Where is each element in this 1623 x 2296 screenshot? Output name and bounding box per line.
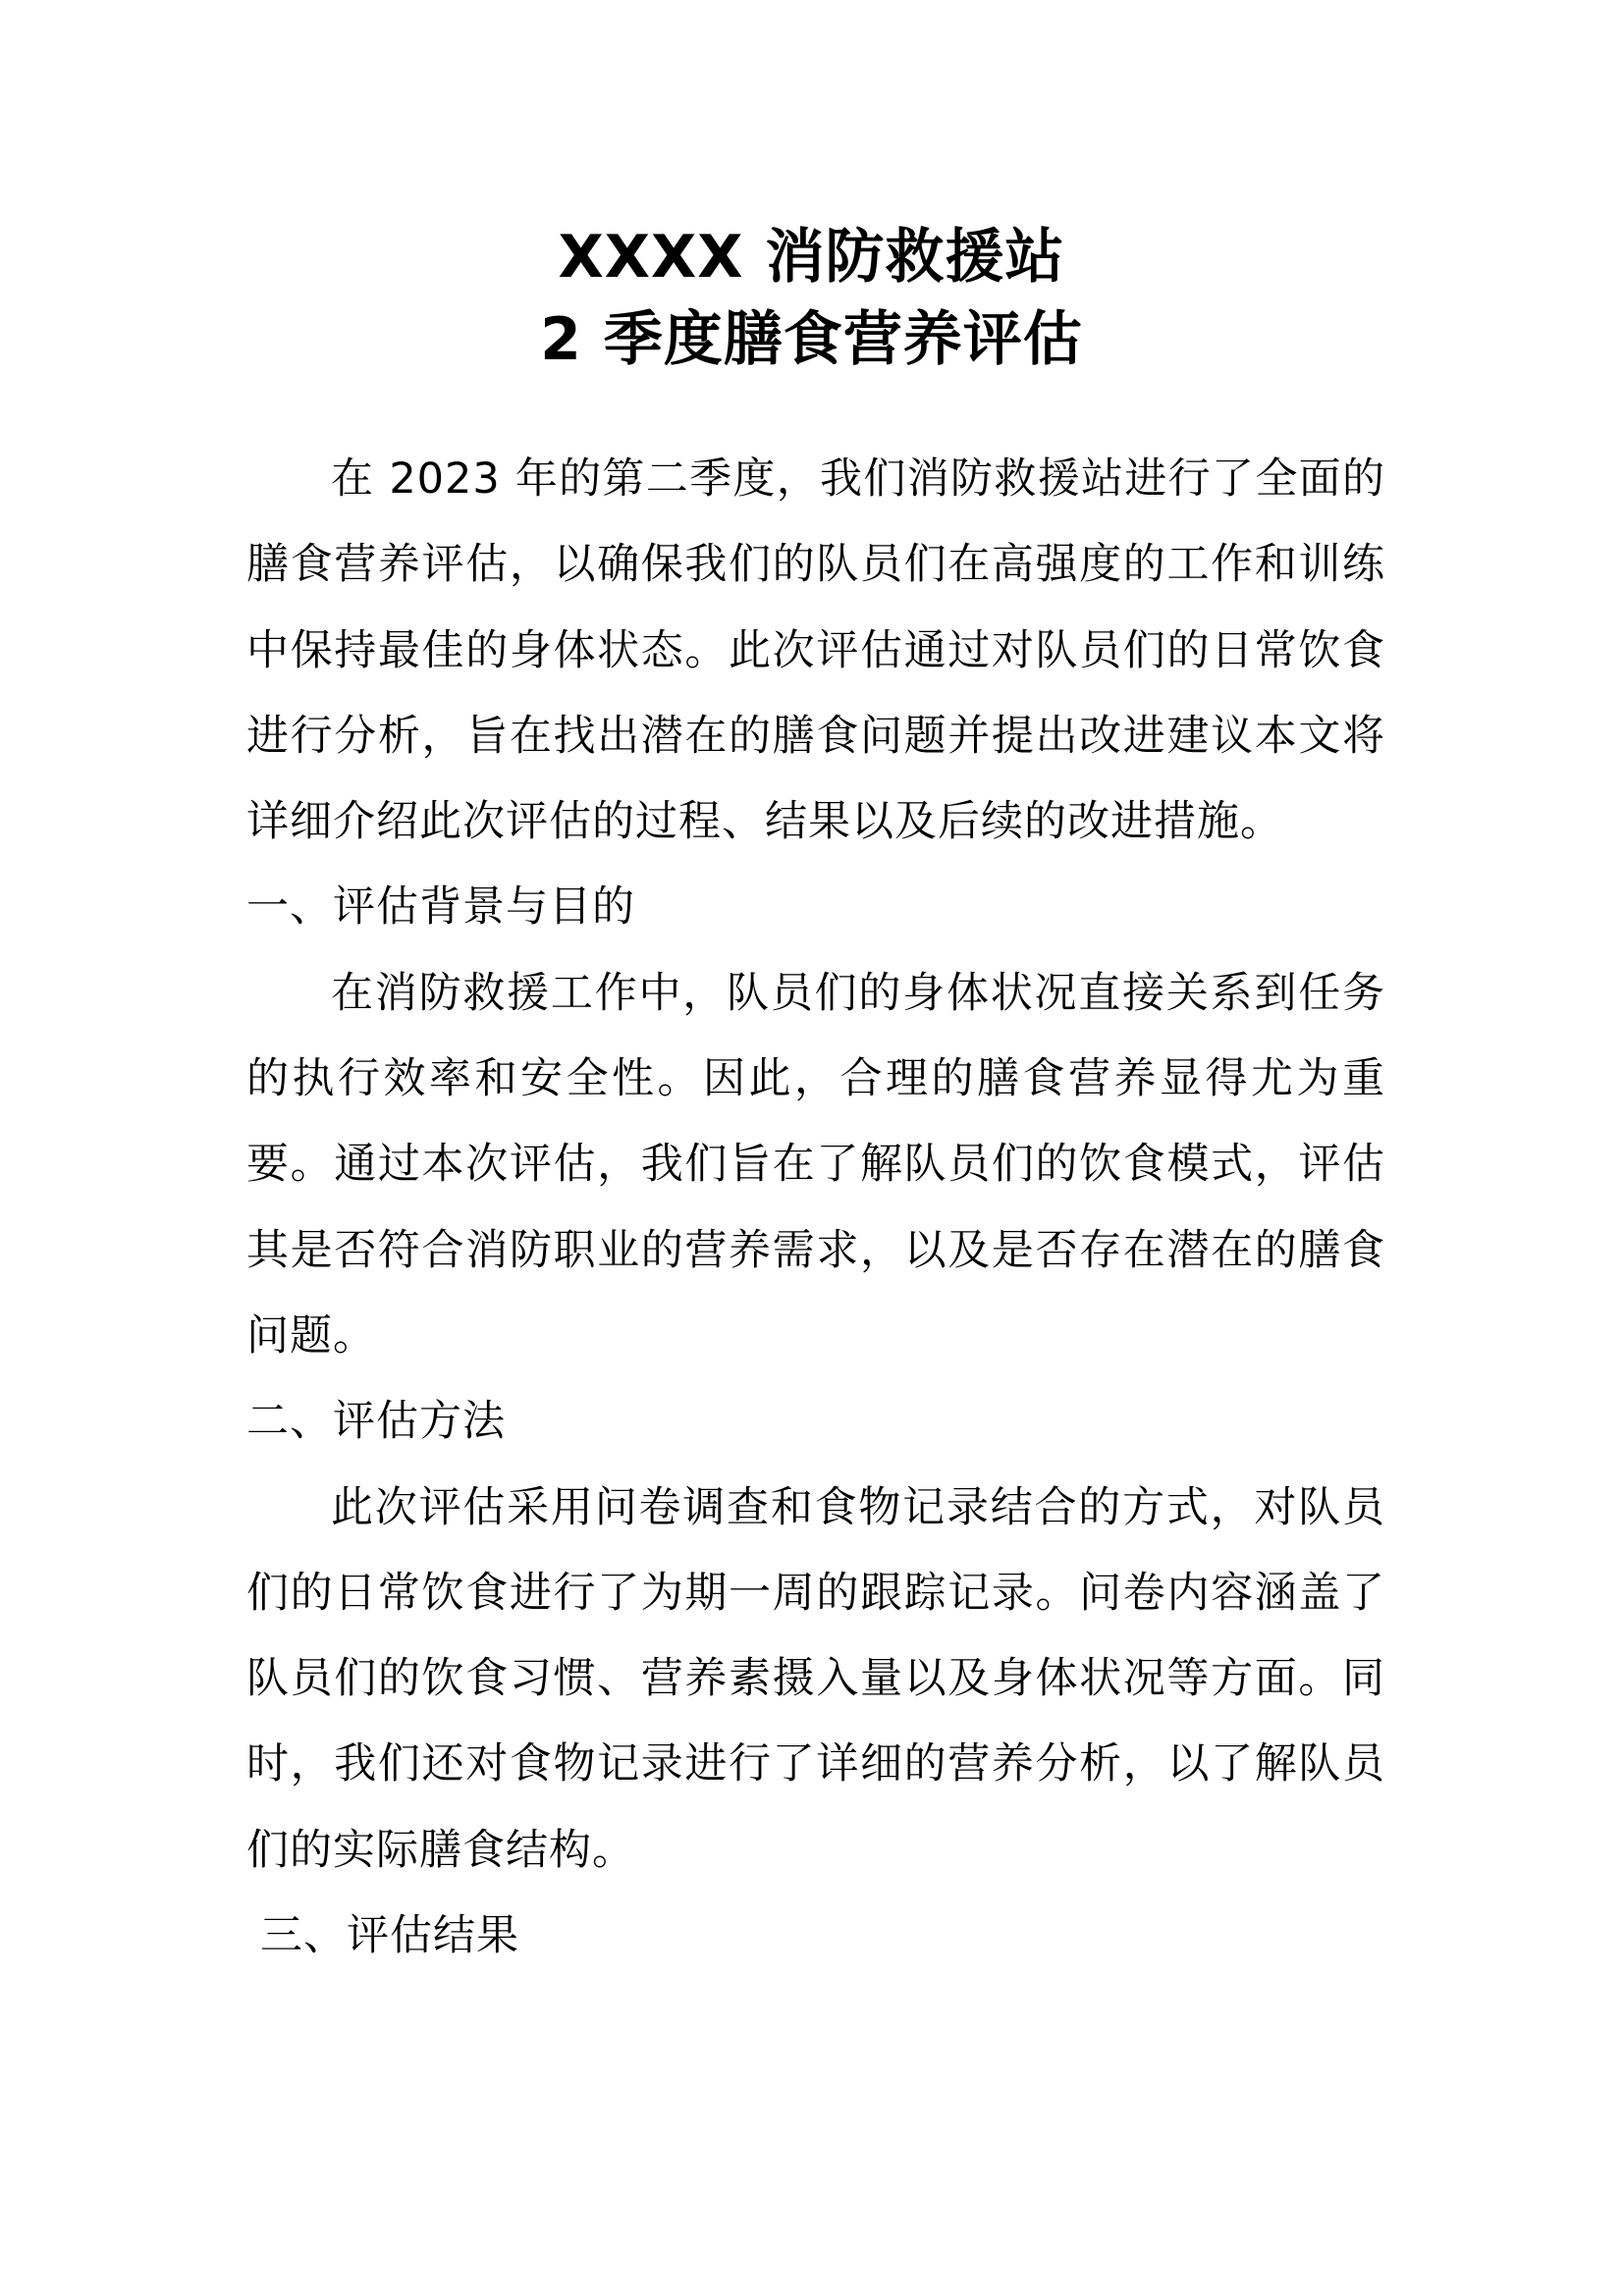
section-background-paragraph: 在消防救援工作中，队员们的身体状况直接关系到任务的执行效率和安全性。因此，合理的膳食营养显得尤为重要。通过本次评估，我们旨在了解队员们的饮食模式，评估其是否符合消防职业的营养需求，以及是否存在潜在的膳食问题。: [246, 968, 1385, 1361]
title-line-1: XXXX 消防救援站: [558, 223, 1065, 292]
intro-paragraph: 在 2023 年的第二季度，我们消防救援站进行了全面的膳食营养评估，以确保我们的队员们在高强度的工作和训练中保持最佳的身体状态。此次评估通过对队员们的日常饮食进行分析，旨在找出潜在的膳食问题并提出改进建议本文将详细介绍此次评估的过程、结果以及后续的改进措施。: [246, 454, 1385, 847]
section-heading-method: 二、评估方法: [246, 1397, 506, 1447]
title-line-2: 2 季度膳食营养评估: [540, 305, 1083, 374]
document-title: [0, 216, 1623, 381]
document-body: [246, 437, 1385, 1979]
section-method-paragraph: 此次评估采用问卷调查和食物记录结合的方式，对队员们的日常饮食进行了为期一周的跟踪记录。问卷内容涵盖了队员们的饮食习惯、营养素摄入量以及身体状况等方面。同时，我们还对食物记录进行了详细的营养分析，以了解队员们的实际膳食结构。: [246, 1482, 1385, 1875]
section-heading-results: 三、评估结果: [260, 1911, 519, 1961]
section-heading-background: 一、评估背景与目的: [246, 882, 635, 933]
